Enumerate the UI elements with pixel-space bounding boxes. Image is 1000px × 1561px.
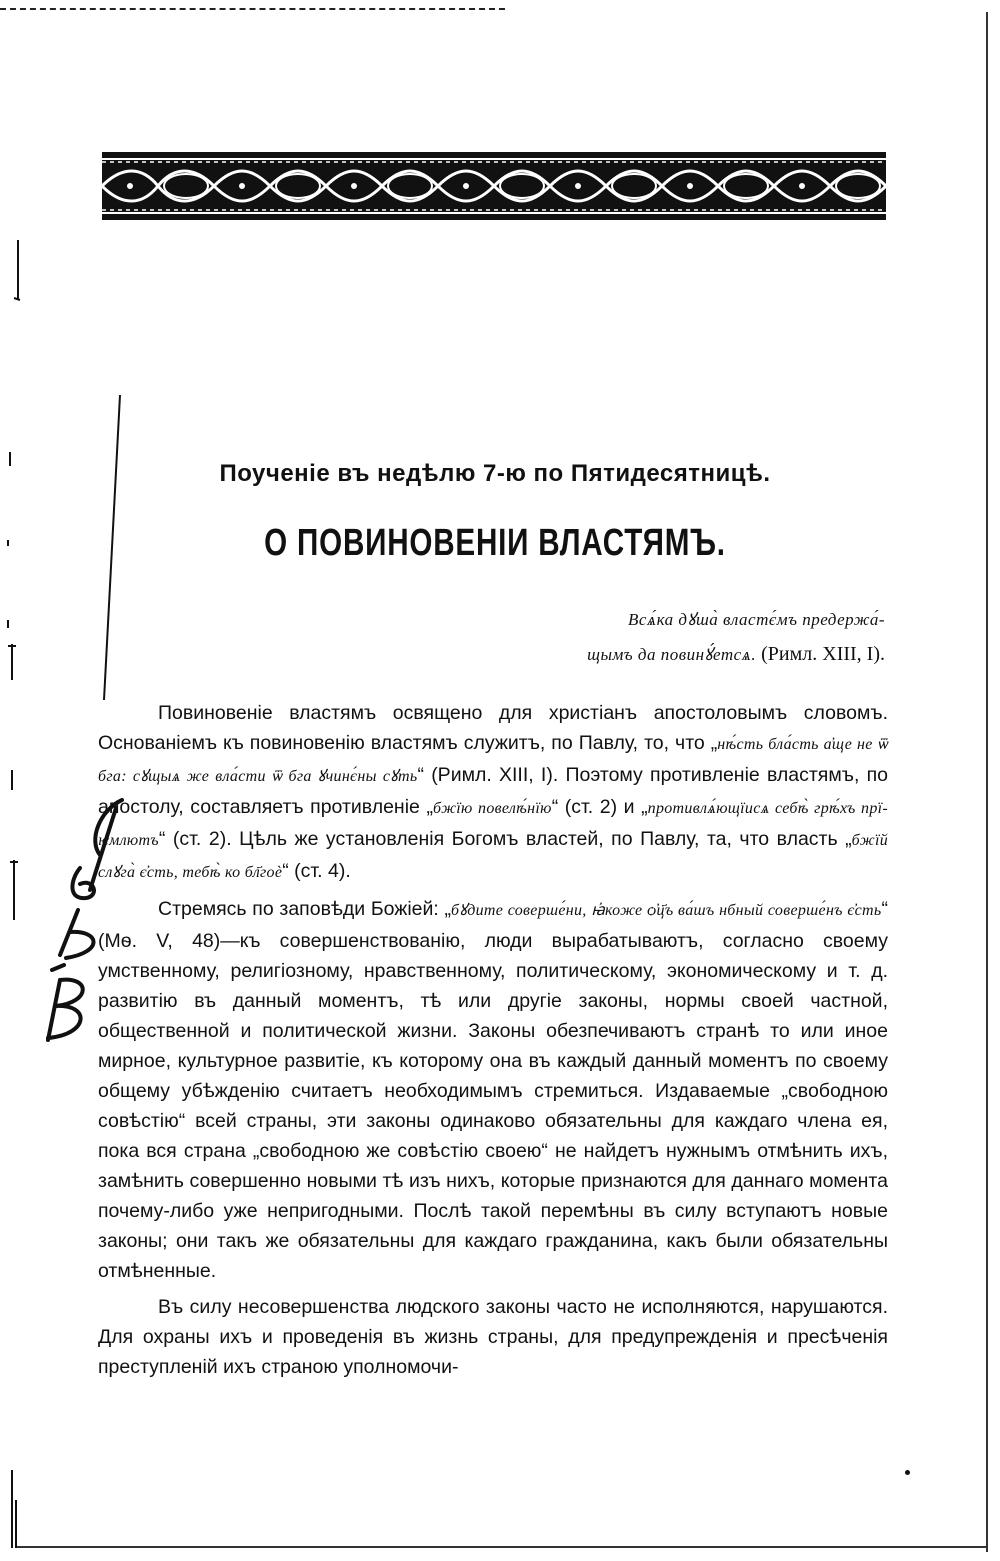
paragraph-1 [98,698,888,888]
paragraph-1-text-5: “ (ст. 4). [282,860,351,882]
epigraph-line-2 [420,637,885,672]
paragraph-1-quote-4: бжїй слꙋга̀ є҆сть, тебѣ̀ ко бл҃гоѐ [98,832,888,881]
epigraph-line-1 [420,602,885,637]
epigraph-slavonic-1: Всѧ́ка дꙋша̀ властє́мъ предержа́- [627,610,885,629]
paragraph-2-text-2: “ (Мѳ. V, 48)—къ совершенствованію, люди вырабатываютъ, согласно своему умственному, религіозному, нравственному, политическому, экономическому и т. д. развитію въ данный моментъ, тѣ или другіе законы, нормы своей частной, общественной и политической жизни. Законы обезпечиваютъ странѣ то или иное мирное, культурное развитіе, къ которому она въ каждый данный моментъ по своему общему убѣжденію считаетъ необходимымъ стремиться. Издаваемые „свободною совѣстію“ всей страны, эти законы одинаково обязательны для каждаго члена ея, пока вся страна „свободною же совѣстію своею“ не найдетъ нужнымъ отмѣнить ихъ, замѣнить совершенно новыми тѣ изъ нихъ, которые признаются для даннаго момента почему-либо уже непригодными. Послѣ такой перемѣны въ силу вступаютъ новые законы; они такъ же обязательны для каждаго гражданина, какъ были обязательны отмѣненные. [98,898,888,1282]
stray-dot-mark [905,1470,910,1475]
paragraph-2-quote-1: бꙋдите соверше́ни, ꙗ҆коже ѻ҆ц҃ъ ва́шъ нбный соверше́нъ є҆сть [451,902,882,919]
paragraph-3: Въ силу несовершенства людского законы часто не исполняются, нарушаются. Для охраны ихъ и проведенія въ жизнь страны, для предупрежденія и пресѣченія преступленій ихъ страною уполномочи- [98,1296,888,1378]
paragraph-1-text-2: “ (Римл. XIII, I). Поэтому противленіе властямъ, по апостолу, составляетъ противленіе „ [98,764,888,818]
page-title: О ПОВИНОВЕНІИ ВЛАСТЯМЪ. [264,522,726,564]
paragraph-1-quote-3: противлѧ́ющїисѧ себѣ̀ грѣ́хъ прї-ѥмлютъ [98,800,889,849]
paragraph-1-text-3: “ (ст. 2) и „ [551,796,648,818]
page-border-right [986,12,988,1552]
handwritten-archive-note [30,780,150,1080]
sermon-heading: Поученіе въ недѣлю 7-ю по Пятидесятницѣ. [219,460,771,487]
epigraph [420,602,885,672]
paragraph-1-text-1: Повиновеніе властямъ освящено для христіанъ апостоловымъ словомъ. Основаніемъ къ повиновенію властямъ служитъ, по Павлу, то, что „ [98,702,888,754]
ornamental-header-band [102,150,886,222]
page-border-bottom [16,1546,988,1548]
paragraph-1-quote-1: нѣ́сть бла́сть а҆ще не ѿ бга: сꙋщыѧ же вла́сти ѿ бга ꙋчинє́ны сꙋть [98,736,888,785]
epigraph-reference: (Римл. XIII, I). [756,643,885,665]
paragraph-1-text-4: “ (ст. 2). Цѣль же установленія Богомъ властей, по Павлу, та, что власть „ [158,828,852,850]
epigraph-slavonic-2: щымъ да повинꙋ́етсѧ. [587,645,757,664]
sermon-body [98,698,888,1388]
paragraph-2-text-1: Стремясь по заповѣди Божіей: „ [158,898,452,920]
paragraph-1-quote-2: бжїю повелѣ́нїю [432,800,552,817]
paragraph-2 [98,894,888,1286]
